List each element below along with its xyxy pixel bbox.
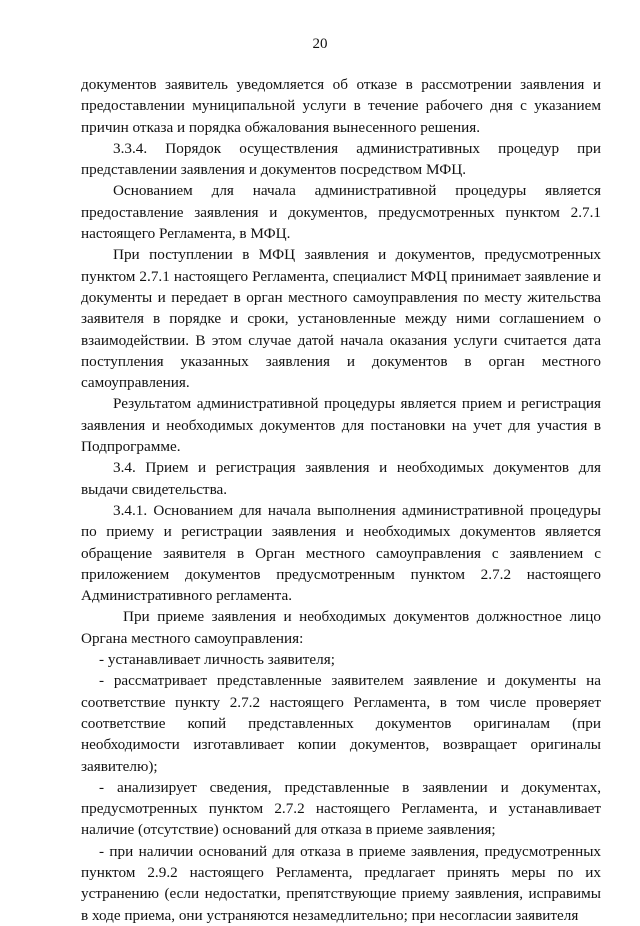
list-item-refusal: - при наличии оснований для отказа в приеме заявления, предусмотренных пунктом 2.9.2 настоящего Регламента, предлагает принять меры по их устранению (если недостатки, препятствующие приему заявления, исправимы в ходе приема, они устраняются незамедлительно; при несогласии заявителя [81,842,601,924]
document-body [81,74,601,926]
page-number: 20 [312,36,328,52]
list-item-review: - рассматривает представленные заявителем заявление и документы на соответствие пункту 2.7.2 настоящего Регламента, в том числе проверяет соответствие копий представленных документов оригиналам (при необходимости изготавливает копии документов, возвращает оригиналы заявителю); [81,672,601,775]
paragraph-result: Результатом административной процедуры является прием и регистрация заявления и необходимых документов для постановки на учет для участия в Подпрограмме. [81,395,601,456]
paragraph-receipt-mfc: При поступлении в МФЦ заявления и документов, предусмотренных пунктом 2.7.1 настоящего Регламента, специалист МФЦ принимает заявление и документы и передает в орган местного самоуправления по месту жительства заявителя в порядке и сроки, установленные между ними соглашением о взаимодействии. В этом случае датой начала оказания услуги считается дата поступления указанных заявления и документов в орган местного самоуправления. [81,246,601,392]
list-item-analyze: - анализирует сведения, представленные в заявлении и документах, предусмотренных пунктом 2.7.2 настоящего Регламента, и устанавливает наличие (отсутствие) оснований для отказа в приеме заявления; [81,778,601,839]
paragraph-3-4: 3.4. Прием и регистрация заявления и необходимых документов для выдачи свидетельства. [81,459,601,498]
paragraph-3-4-1: 3.4.1. Основанием для начала выполнения административной процедуры по приему и регистрации заявления и необходимых документов является обращение заявителя в Орган местного самоуправления с заявлением с приложением документов предусмотренным пунктом 2.7.2 настоящего Административного регламента. [81,501,601,605]
paragraph-official-actions: При приеме заявления и необходимых документов должностное лицо Органа местного самоуправления: [81,608,601,647]
paragraph-continuation: документов заявитель уведомляется об отказе в рассмотрении заявления и предоставлении муниципальной услуги в течение рабочего дня с указанием причин отказа и порядка обжалования вынесенного решения. [81,76,601,136]
paragraph-basis: Основанием для начала административной процедуры является предоставление заявления и документов, предусмотренных пунктом 2.7.1 настоящего Регламента, в МФЦ. [81,182,601,243]
list-item-identity: - устанавливает личность заявителя; [99,651,335,669]
paragraph-3-3-4: 3.3.4. Порядок осуществления административных процедур при представлении заявления и документов посредством МФЦ. [81,139,601,179]
